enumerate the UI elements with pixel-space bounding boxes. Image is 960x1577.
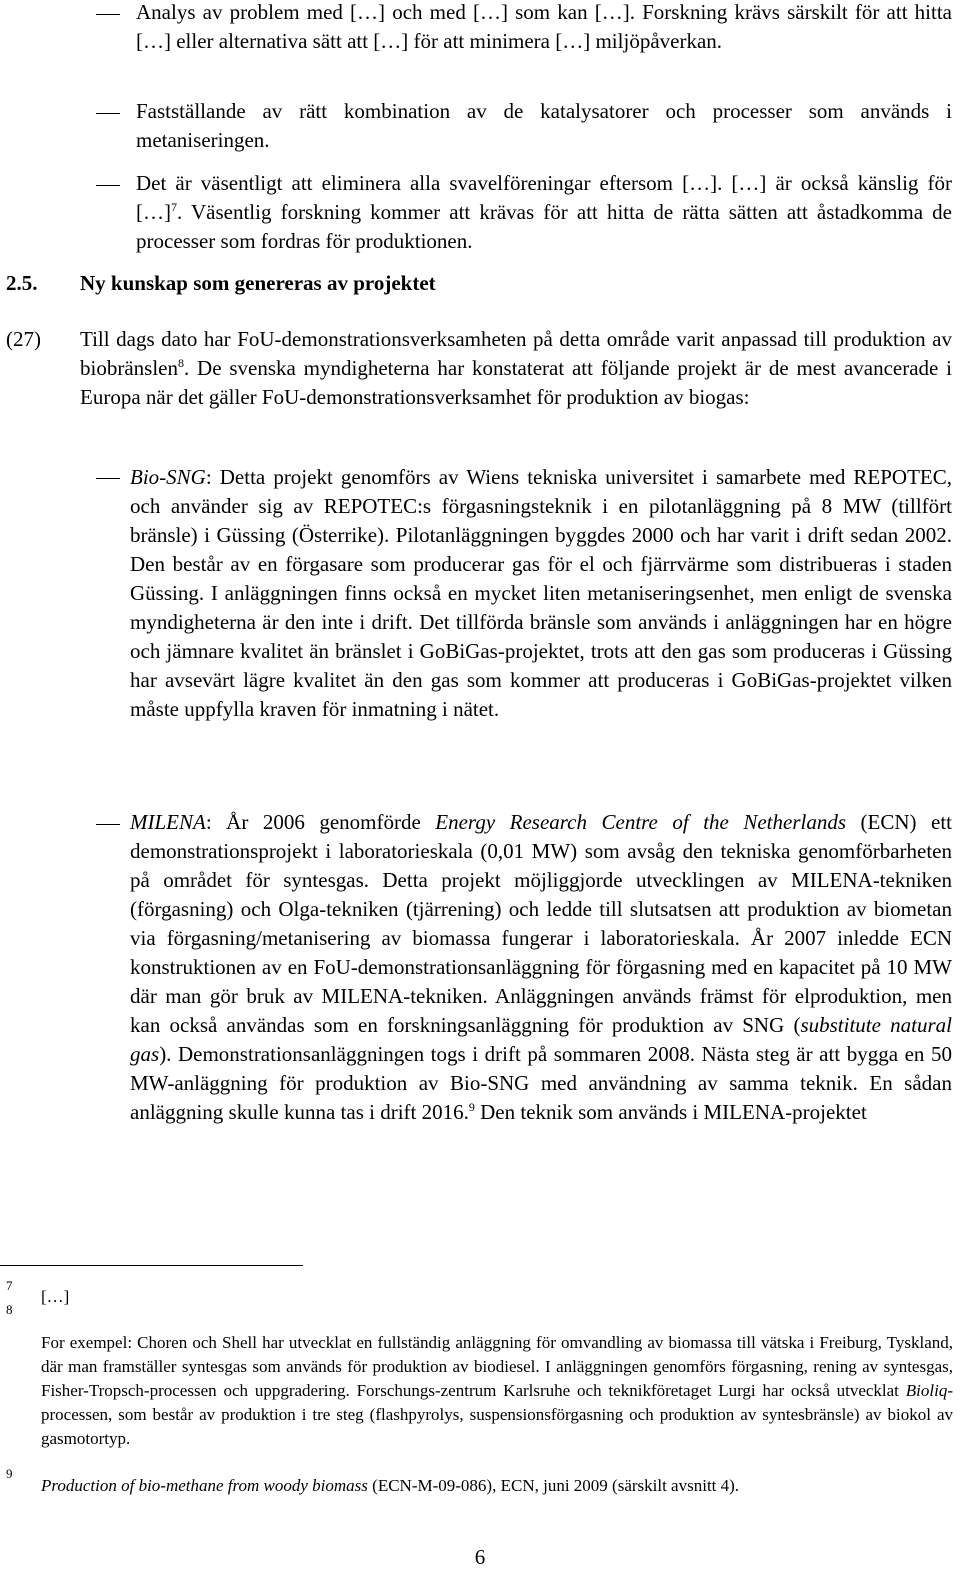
- bullet-text: Analys av problem med […] och med […] som kan […]. Forskning krävs särskilt för att hitta […] eller alternativa sätt att […] för att minimera […] miljöpåverkan.: [136, 0, 952, 53]
- footnote-text: […]: [41, 1287, 70, 1306]
- bullet-dash: [96, 824, 120, 825]
- section-number: 2.5.: [6, 271, 38, 295]
- footnote-text: (ECN-M-09-086), ECN, juni 2009 (särskilt avsnitt 4).: [367, 1476, 740, 1495]
- section-title: Ny kunskap som genereras av projektet: [80, 271, 436, 295]
- project-text: ). Demonstrationsanläggningen togs i drift på sommaren 2008. Nästa steg är att bygga en 50 MW-anläggning för produktion av Bio-SNG med användning av samma teknik. En sådan anläggning skulle kunna tas i drift 2016.: [130, 1042, 952, 1124]
- project-text: : Detta projekt genomförs av Wiens tekniska universitet i samarbete med REPOTEC, och använder sig av REPOTEC:s förgasningsteknik i en pilotanläggning på 8 MW (tillfört bränsle) i Güssing (Österrike). Pilotanläggningen byggdes 2000 och har varit i drift sedan 2002. Den består av en förgasare som producerar gas för el och fjärrvärme som distribueras i staden Güssing. I anläggningen finns också en mycket liten metaniseringsenhet, men enligt de svenska myndigheterna är den inte i drift. Det tillförda bränsle som används i anläggningen har en högre och jämnare kvalitet än bränslet i GoBiGas-projektet, trots att den gas som produceras i Güssing har avsevärt lägre kvalitet än den gas som kommer att produceras i GoBiGas-projektet vilken måste uppfylla kraven för inmatning i nätet.: [130, 465, 952, 721]
- project-label: MILENA: [130, 810, 206, 834]
- bullet-dash: [96, 478, 120, 479]
- bullet-text: Fastställande av rätt kombination av de katalysatorer och processer som används i metaniseringen.: [136, 99, 952, 152]
- term-italic: substitute natural gas: [130, 1013, 952, 1066]
- footnote-number: 8: [6, 1302, 13, 1317]
- paragraph-text: Till dags dato har FoU-demonstrationsverksamheten på detta område varit anpassad till produktion av biobränslen: [80, 327, 952, 380]
- footnote-ref[interactable]: 8: [177, 356, 184, 370]
- bullet-text: . Väsentlig forskning kommer att krävas för att hitta de rätta sätten att åstadkomma de processer som fordras för produktionen.: [136, 200, 952, 253]
- footnote-text: For exempel: Choren och Shell har utvecklat en fullständig anläggning för omvandling av biomassa till vätska i Freiburg, Tyskland, där man framställer syntesgas som används för produktion av biodiesel. I anläggningen genomförs förgasning, rening av syntesgas, Fisher-Tropsch-processen och uppgradering. Forschungs-zentrum Karlsruhe och teknikföretaget Lurgi har också utvecklat: [41, 1333, 953, 1400]
- footnote-body: [41, 1331, 953, 1451]
- footnote-text: -processen, som består av produktion i tre steg (flashpyrolys, suspensionsförgasning och produktion av syntesbränsle) av biokol av gasmotortyp.: [41, 1381, 953, 1448]
- paragraph-number: (27): [6, 327, 41, 351]
- bullet-dash: [96, 113, 120, 114]
- bullet-dash: [96, 185, 120, 186]
- bullet-item: [136, 169, 952, 256]
- project-label: Bio-SNG: [130, 465, 206, 489]
- organization-name: Energy Research Centre of the Netherlands: [435, 810, 847, 834]
- footnote-number: 9: [6, 1466, 13, 1481]
- page-number: 6: [474, 1545, 486, 1569]
- project-text: (ECN) ett demonstrationsprojekt i laboratorieskala (0,01 MW) som avsåg den tekniska genomförbarheten på området för syntesgas. Detta projekt möjliggjorde utvecklingen av MILENA-tekniken (förgasning) och Olga-tekniken (tjärrening) och ledde till slutsatsen att produktion av biometan via förgasning/metanisering av biomassa fungerar i laboratorieskala. År 2007 inledde ECN konstruktionen av en FoU-demonstrationsanläggning för förgasning med en kapacitet på 10 MW där man gör bruk av MILENA-tekniken. Anläggningen används främst för elproduktion, men kan också användas som en forskningsanläggning för produktion av SNG (: [130, 810, 952, 1037]
- footnote-separator: [0, 1265, 303, 1266]
- project-bio-sng: [130, 463, 952, 724]
- footnote-ref[interactable]: 9: [468, 1100, 475, 1114]
- paragraph-text: . De svenska myndigheterna har konstaterat att följande projekt är de mest avancerade i Europa när det gäller FoU-demonstrationsverksamhet för produktion av biogas:: [80, 356, 952, 409]
- bullet-item: [136, 0, 952, 56]
- footnote-body: [41, 1474, 953, 1498]
- footnote-ref[interactable]: 7: [171, 200, 177, 214]
- bullet-dash: [96, 14, 120, 15]
- bullet-item: [136, 97, 952, 155]
- footnote-italic: Bioliq: [905, 1381, 948, 1400]
- project-text: Den teknik som används i MILENA-projektet: [474, 1100, 867, 1124]
- project-text: : År 2006 genomförde: [205, 810, 436, 834]
- paragraph-body: [80, 325, 952, 412]
- project-milena: [130, 808, 952, 1127]
- footnote-number: 7: [6, 1278, 13, 1293]
- footnote-italic: Production of bio-methane from woody biomass: [41, 1476, 368, 1495]
- bullet-text: Det är väsentligt att eliminera alla svavelföreningar eftersom […]. […] är också känslig för […]: [136, 171, 952, 224]
